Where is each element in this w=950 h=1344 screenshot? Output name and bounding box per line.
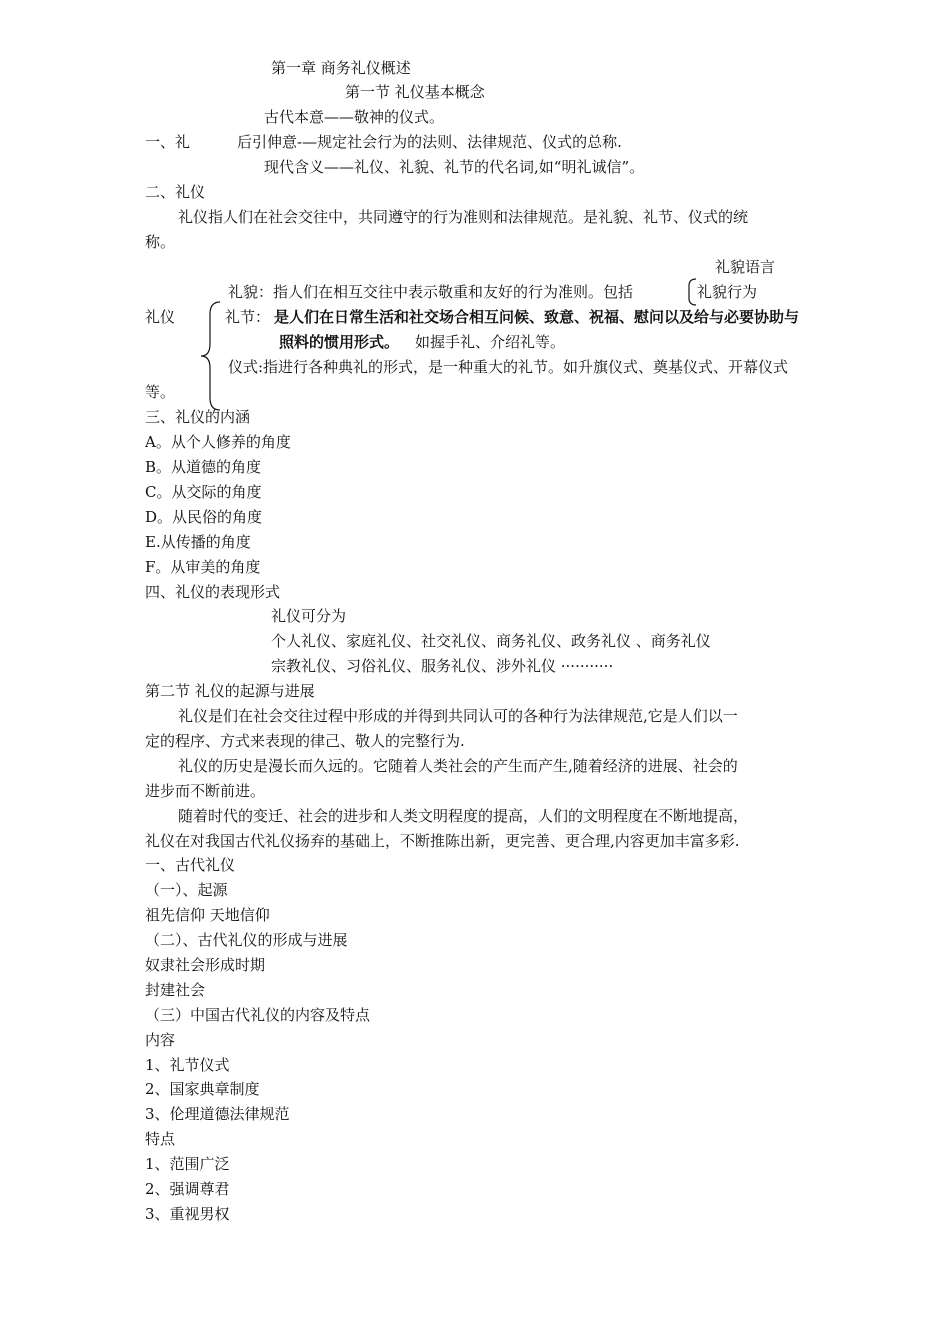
paragraph-line: 礼仪是们在社会交往过程中形成的并得到共同认可的各种行为法律规范,它是人们以一 [178,707,738,725]
lijie-definition-bold-line1: 是人们在日常生活和社交场合相互问候、致意、祝福、慰问以及给与必要协助与 [274,308,800,326]
outline-line: 封建社会 [145,981,206,999]
limao-definition: 礼貌：指人们在相互交往中表示敬重和友好的行为准则。包括 [228,283,634,301]
large-brace-icon [198,300,224,412]
outline-line: （二）、古代礼仪的形成与进展 [145,931,348,949]
paragraph-line: 进步而不断前进。 [145,782,266,800]
paragraph-line: 定的程序、方式来表现的律己、敬人的完整行为. [145,732,465,750]
outline-line: 1、礼节仪式 [145,1056,230,1074]
outline-line: 1、范围广泛 [145,1155,230,1173]
neihan-item: B。从道德的角度 [145,458,262,476]
paragraph-line: 礼仪的历史是漫长而久远的。它随着人类社会的产生而产生,随着经济的进展、社会的 [178,757,738,775]
lijie-definition-bold-line2: 照料的惯用形式。 [279,333,400,351]
outline-line: 内容 [145,1031,176,1049]
li-heading: 一、礼 [145,133,191,151]
neihan-item: A。从个人修养的角度 [145,433,291,451]
neihan-heading: 三、礼仪的内涵 [145,408,251,426]
liyi-definition-line2: 称。 [145,233,176,251]
liyi-heading: 二、礼仪 [145,183,206,201]
li-modern-meaning: 现代含义——礼仪、礼貌、礼节的代名词,如“明礼诚信”。 [264,158,645,176]
forms-heading: 四、礼仪的表现形式 [145,583,281,601]
outline-line: 一、古代礼仪 [145,856,236,874]
paragraph-line: 随着时代的变迁、社会的进步和人类文明程度的提高，人们的文明程度在不断地提高， [178,807,749,825]
yishi-definition-end: 等。 [145,383,176,401]
neihan-item: E.从传播的角度 [145,533,251,551]
forms-list-line2: 宗教礼仪、习俗礼仪、服务礼仪、涉外礼仪 ··········· [271,657,614,675]
neihan-item: D。从民俗的角度 [145,508,263,526]
yishi-definition: 仪式:指进行各种典礼的形式，是一种重大的礼节。如升旗仪式、奠基仪式、开幕仪式 [228,358,789,376]
chapter-title: 第一章 商务礼仪概述 [271,59,411,77]
forms-list-line1: 个人礼仪、家庭礼仪、社交礼仪、商务礼仪、政务礼仪 、商务礼仪 [271,632,711,650]
outline-line: （一）、起源 [145,881,228,899]
lijie-label: 礼节： [225,308,271,326]
section2-title: 第二节 礼仪的起源与进展 [145,682,315,700]
li-ancient-meaning: 古代本意——敬神的仪式。 [264,108,445,126]
lijie-examples: 如握手礼、介绍礼等。 [415,333,566,351]
limao-behavior: 礼貌行为 [697,283,758,301]
outline-line: 奴隶社会形成时期 [145,956,266,974]
forms-intro: 礼仪可分为 [271,607,347,625]
outline-line: 2、国家典章制度 [145,1080,260,1098]
section-title: 第一节 礼仪基本概念 [345,83,485,101]
liyi-definition-line1: 礼仪指人们在社会交往中，共同遵守的行为准则和法律规范。是礼貌、礼节、仪式的统 [178,208,749,226]
liyi-side-label: 礼仪 [145,308,176,326]
outline-line: 2、强调尊君 [145,1180,230,1198]
limao-language: 礼貌语言 [715,258,776,276]
li-extended-meaning: 后引伸意-—规定社会行为的法则、法律规范、仪式的总称. [237,133,622,151]
neihan-item: C。从交际的角度 [145,483,262,501]
outline-line: 3、重视男权 [145,1205,230,1223]
outline-line: 3、伦理道德法律规范 [145,1105,290,1123]
outline-line: 祖先信仰 天地信仰 [145,906,270,924]
neihan-item: F。从审美的角度 [145,558,261,576]
outline-line: 特点 [145,1130,176,1148]
outline-line: （三）中国古代礼仪的内容及特点 [145,1006,371,1024]
paragraph-line: 礼仪在对我国古代礼仪扬弃的基础上，不断推陈出新，更完善、更合理,内容更加丰富多彩. [145,832,740,850]
